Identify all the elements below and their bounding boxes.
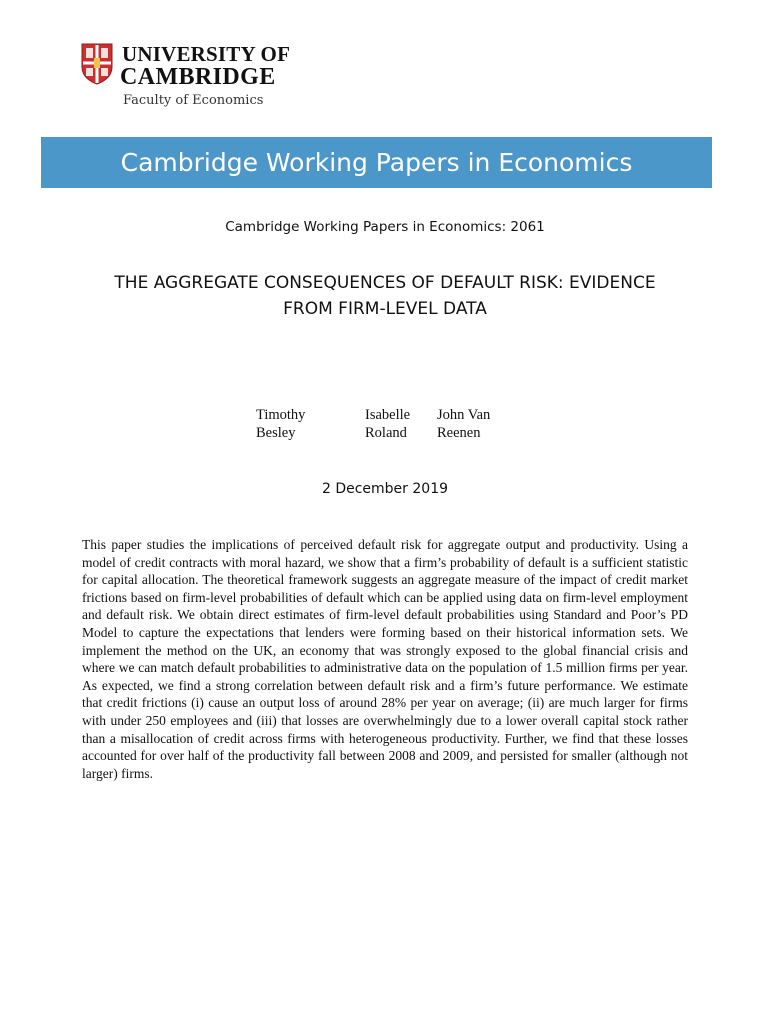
banner-title: Cambridge Working Papers in Economics (120, 148, 633, 177)
paper-date: 2 December 2019 (321, 481, 449, 497)
author-2 (365, 406, 410, 442)
university-logo (81, 42, 291, 115)
author-last-name: Roland (365, 425, 407, 441)
university-name-line2: CAMBRIDGE (120, 64, 276, 90)
paper-title-line1: THE AGGREGATE CONSEQUENCES OF DEFAULT RISK: EVIDENCE (114, 273, 656, 293)
paper-title (60, 270, 710, 322)
paper-title-line2: FROM FIRM-LEVEL DATA (283, 299, 487, 319)
author-first-name: John Van (437, 407, 491, 423)
series-banner (41, 137, 712, 188)
cambridge-shield-icon (81, 43, 113, 85)
author-first-name: Isabelle (365, 407, 411, 423)
author-1 (256, 406, 305, 442)
author-3 (437, 406, 490, 442)
series-number: Cambridge Working Papers in Economics: 2061 (225, 219, 545, 235)
author-first-name: Timothy (256, 407, 306, 423)
faculty-name: Faculty of Economics (123, 93, 264, 108)
university-name-line1: UNIVERSITY OF (122, 42, 291, 66)
author-last-name: Reenen (437, 425, 481, 441)
abstract-text: This paper studies the implications of perceived default risk for aggregate output and productivity. Using a model of credit contracts with moral hazard, we show that a firm’s probability of default is a sufficient statistic for capital allocation. The theoretical framework suggests an aggregate measure of the impact of credit market frictions based on firm-level probabilities of default which can be applied using data on firm-level employment and default risk. We obtain direct estimates of firm-level default probabilities using Standard and Poor’s PD Model to capture the expectations that lenders were forming based on their historical information sets. We implement the method on the UK, an economy that was strongly exposed to the global financial crisis and where we can match default probabilities to administrative data on the population of 1.5 million firms per year. As expected, we find a strong correlation between default risk and a firm’s future performance. We estimate that credit frictions (i) cause an output loss of around 28% per year on average; (ii) are much larger for firms with under 250 employees and (iii) that losses are overwhelmingly due to a lower overall capital stock rather than a misallocation of credit across firms with heterogeneous productivity. Further, we find that these losses accounted for over half of the productivity fall between 2008 and 2009, and persisted for smaller (although not larger) firms. (82, 537, 688, 781)
author-last-name: Besley (256, 425, 296, 441)
